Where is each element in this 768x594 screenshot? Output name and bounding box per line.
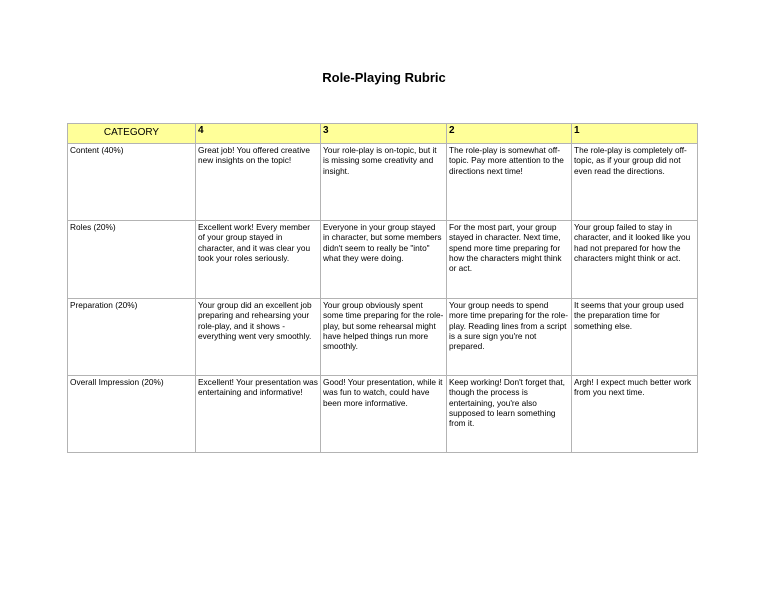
header-level-3: 3 bbox=[321, 124, 447, 144]
row-category-label: Preparation (20%) bbox=[68, 299, 196, 376]
rubric-cell: Excellent! Your presentation was entertaining and informative! bbox=[196, 376, 321, 453]
rubric-cell: Good! Your presentation, while it was fun to watch, could have been more informative. bbox=[321, 376, 447, 453]
table-row bbox=[68, 299, 698, 376]
row-category-label: Overall Impression (20%) bbox=[68, 376, 196, 453]
document-title: Role-Playing Rubric bbox=[322, 70, 446, 85]
header-level-2: 2 bbox=[447, 124, 572, 144]
rubric-table bbox=[67, 123, 698, 453]
rubric-cell: Your role-play is on-topic, but it is missing some creativity and insight. bbox=[321, 144, 447, 221]
table-row bbox=[68, 376, 698, 453]
header-category: CATEGORY bbox=[68, 124, 196, 144]
rubric-cell: The role-play is completely off-topic, as if your group did not even read the directions. bbox=[572, 144, 698, 221]
table-header-row bbox=[68, 124, 698, 144]
rubric-cell: Your group obviously spent some time preparing for the role-play, but some rehearsal might have helped things run more smoothly. bbox=[321, 299, 447, 376]
rubric-cell: Great job! You offered creative new insights on the topic! bbox=[196, 144, 321, 221]
rubric-cell: Your group did an excellent job preparing and rehearsing your role-play, and it shows - everything went very smoothly. bbox=[196, 299, 321, 376]
table-row bbox=[68, 144, 698, 221]
rubric-cell: Keep working! Don't forget that, though the process is entertaining, you're also supposed to learn something from it. bbox=[447, 376, 572, 453]
header-level-1: 1 bbox=[572, 124, 698, 144]
rubric-cell: The role-play is somewhat off-topic. Pay more attention to the directions next time! bbox=[447, 144, 572, 221]
rubric-cell: Excellent work! Every member of your group stayed in character, and it was clear you took your roles seriously. bbox=[196, 221, 321, 299]
rubric-cell: For the most part, your group stayed in character. Next time, spend more time preparing for how the characters might think or act. bbox=[447, 221, 572, 299]
rubric-cell: It seems that your group used the preparation time for something else. bbox=[572, 299, 698, 376]
rubric-cell: Your group needs to spend more time preparing for the role-play. Reading lines from a script is a sure sign you're not prepared. bbox=[447, 299, 572, 376]
row-category-label: Roles (20%) bbox=[68, 221, 196, 299]
header-level-4: 4 bbox=[196, 124, 321, 144]
table-row bbox=[68, 221, 698, 299]
rubric-cell: Everyone in your group stayed in character, but some members didn't seem to really be "into" what they were doing. bbox=[321, 221, 447, 299]
rubric-cell: Argh! I expect much better work from you next time. bbox=[572, 376, 698, 453]
row-category-label: Content (40%) bbox=[68, 144, 196, 221]
rubric-cell: Your group failed to stay in character, and it looked like you had not prepared for how the characters might think or act. bbox=[572, 221, 698, 299]
